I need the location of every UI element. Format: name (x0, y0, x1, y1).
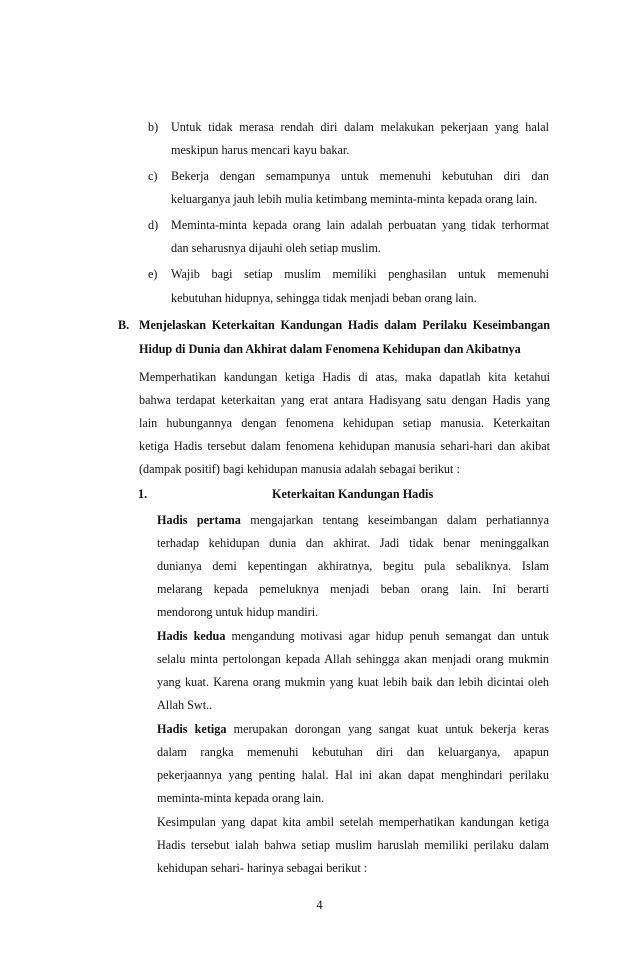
kesimpulan-line-3: kehidupan sehari- harinya sebagai berikut : (157, 861, 368, 875)
list-item-c-line-1: Bekerja dengan semampunya untuk memenuhi kebutuhan diri dan (171, 169, 549, 183)
list-marker-b: b) (148, 120, 159, 134)
subsection-1-number: 1. (138, 487, 148, 501)
list-item-e-line-1: Wajib bagi setiap muslim memiliki penghasilan untuk memenuhi (171, 267, 549, 281)
list-item-d-line-1: Meminta-minta kepada orang lain adalah perbuatan yang tidak terhormat (171, 218, 549, 232)
hadis-kedua-line-1 (157, 628, 549, 644)
intro-line-1: Memperhatikan kandungan ketiga Hadis di atas, maka dapatlah kita ketahui (139, 370, 550, 384)
intro-line-5: (dampak positif) bagi kehidupan manusia adalah sebagai berikut : (139, 462, 460, 476)
list-item-c-line-2: keluarganya jauh lebih mulia ketimbang meminta-minta kepada orang lain. (171, 192, 538, 206)
hadis-pertama-line-5: mendorong untuk hidup mandiri. (157, 605, 319, 619)
list-marker-c: c) (148, 169, 158, 183)
intro-line-2: bahwa terdapat keterkaitan yang erat antara Hadisyang satu dengan Hadis yang (139, 393, 550, 407)
hadis-ketiga-lead: Hadis ketiga (157, 722, 227, 736)
hadis-ketiga-first-rest: merupakan dorongan yang sangat kuat untuk bekerja keras (226, 722, 549, 736)
subsection-1-title: Keterkaitan Kandungan Hadis (272, 487, 434, 501)
hadis-ketiga-line-4: meminta-minta kepada orang lain. (157, 791, 325, 805)
list-item-d-line-2: dan seharusnya dijauhi oleh setiap muslim. (171, 241, 381, 255)
section-b-marker: B. (118, 318, 130, 332)
hadis-pertama-line-1 (157, 512, 549, 528)
page-number: 4 (316, 898, 323, 912)
list-item-b-line-2: meskipun harus mencari kayu bakar. (171, 143, 350, 157)
hadis-ketiga-line-1 (157, 721, 549, 737)
hadis-kedua-line-3: yang kuat. Karena orang mukmin yang kuat lebih baik dan lebih dicintai oleh (157, 675, 549, 689)
hadis-pertama-first-rest: mengajarkan tentang keseimbangan dalam perhatiannya (240, 513, 549, 527)
hadis-pertama-line-2: terhadap kehidupan dunia dan akhirat. Jadi tidak benar meninggalkan (157, 536, 549, 550)
hadis-pertama-line-3: dunianya demi kepentingan akhiratnya, begitu pula sebaliknya. Islam (157, 559, 549, 573)
hadis-pertama-line-4: melarang kepada pemeluknya menjadi beban orang lain. Ini berarti (157, 582, 549, 596)
hadis-ketiga-line-2: dalam rangka memenuhi kebutuhan diri dan keluarganya, apapun (157, 745, 549, 759)
hadis-kedua-line-2: selalu minta pertolongan kepada Allah sehingga akan menjadi orang mukmin (157, 652, 549, 666)
list-marker-e: e) (148, 267, 158, 281)
kesimpulan-line-1: Kesimpulan yang dapat kita ambil setelah memperhatikan kandungan ketiga (157, 815, 549, 829)
section-b-heading-line-1: Menjelaskan Keterkaitan Kandungan Hadis dalam Perilaku Keseimbangan (139, 318, 550, 332)
section-b-heading-line-2: Hidup di Dunia dan Akhirat dalam Fenomena Kehidupan dan Akibatnya (139, 342, 521, 356)
intro-line-3: lain hubungannya dengan fenomena kehidupan setiap manusia. Keterkaitan (139, 416, 550, 430)
hadis-kedua-lead: Hadis kedua (157, 629, 226, 643)
list-item-e-line-2: kebutuhan hidupnya, sehingga tidak menjadi beban orang lain. (171, 291, 477, 305)
intro-line-4: ketiga Hadis tersebut dalam fenomena kehidupan manusia sehari-hari dan akibat (139, 439, 550, 453)
list-marker-d: d) (148, 218, 159, 232)
hadis-pertama-lead: Hadis pertama (157, 513, 241, 527)
hadis-kedua-first-rest: mengandung motivasi agar hidup penuh semangat dan untuk (225, 629, 549, 643)
hadis-ketiga-line-3: pekerjaannya yang penting halal. Hal ini akan dapat menghindari perilaku (157, 768, 549, 782)
kesimpulan-line-2: Hadis tersebut ialah bahwa setiap muslim haruslah memiliki perilaku dalam (157, 838, 549, 852)
list-item-b-line-1: Untuk tidak merasa rendah diri dalam melakukan pekerjaan yang halal (171, 120, 549, 134)
hadis-kedua-line-4: Allah Swt.. (157, 698, 213, 712)
